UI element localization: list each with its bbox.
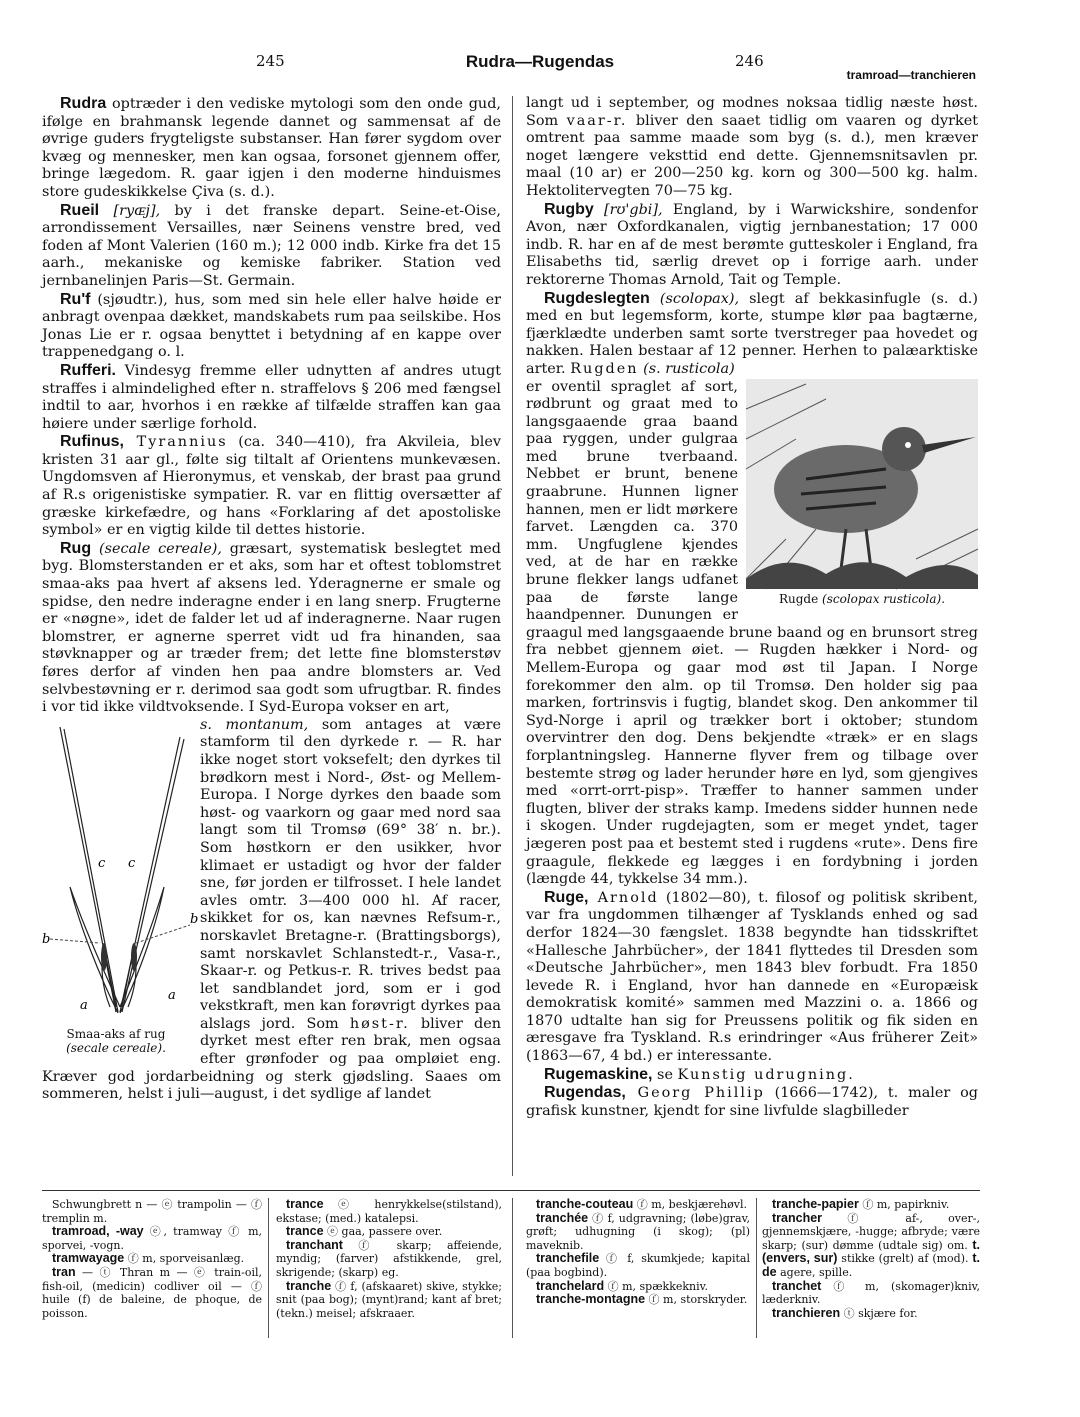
entry-text: Vindesyg fremme eller udnytten af andres utugt straffes i almindelighed efter n. straffelovs § 206 med fængsel indtil to aar, hvorhos i en række af tilfælde straffen kan gaa høiere under særlige forhold. xyxy=(42,362,501,432)
rye-spikelet-figure xyxy=(40,717,199,1055)
entry-rugdeslegten-cont: er oventil spraglet af sort, rødbrunt og graat med to langsgaaende graa baand paa ryggen, under gulgraa med brune tverbaand. Nebbet er brunt, benene graabrune. Hunnen ligner hannen, men er lidt mørkere farvet. Længden ca. 370 mm. Ungfuglene kjendes ved, at de har en række brune flekker langs udfanet paa de første lange haandpenner. Dunungen er graagul med langsgaaende brune baand og en brunsort streg fra nebbet gjennem øiet. — Rugden hækker i Nord- og Mellem-Europa og gaar mod øst til Japan. I Norge forekommer den alm. op til Tromsø. Den holder sig paa marken, fortrinsvis i fugtig, blandet skog. Den ankommer til Syd-Norge i april og trækker bort i oktober; stundom overvintrer den dog. Dens bekjendte «træk» er en slags forplantningsleg. Hannerne flyver frem og tilbage over bestemte strøg og lader herunder høre en lyd, som gjengives med «orrt-orrt-pisp». Træffer to hanner sammen under flugten, bliver der straks kamp. Imedens sidder hunnen nede i skogen. Under rugdejagten, som er meget yndet, tager jægeren post paa et bestemt sted i rugdens «rute». Dens fire graagule, flekkede eg lægges i en fordybning i jorden (længde 44, tykkelse 34 mm.). xyxy=(526,378,978,888)
guide-words: tramroad—tranchieren xyxy=(846,68,976,82)
awn-line xyxy=(122,739,184,1012)
woodcock-figure xyxy=(746,379,978,606)
dict-entry: tranche-montagne ⓕ m, storskryder. xyxy=(536,1292,748,1307)
entry-rufinus xyxy=(42,433,501,540)
label-leader xyxy=(50,939,100,943)
woodcock-illustration xyxy=(746,379,978,589)
entry-rueil xyxy=(42,202,501,291)
headword: Rugby xyxy=(544,200,594,218)
dict-entry: trance ⓔ henrykkelse(stilstand), ekstase; (med.) katalepsi. xyxy=(276,1197,502,1225)
bird-head xyxy=(882,427,926,471)
label-leader xyxy=(136,925,190,943)
dict-entry: tramroad, -way ⓔ, tramway ⓕ m, sporvei, -vogn. xyxy=(42,1224,262,1252)
entry-rugdeslegten: Rugdeslegten (scolopax), slegt af bekkasinfugle (s. d.) med en but legemsform, korte, stumpe klør paa bagtærne, fjærklædte underben samt sorte tverstreger paa hovedet og nakken. Halen bestaar af 12 penner. Herhen to palæarktiske arter. Rugden (s. rusticola) xyxy=(526,289,978,377)
spaced-term: vaar-r. xyxy=(566,112,628,129)
dict-entry: tranche-papier ⓕ m, papirkniv. xyxy=(772,1197,950,1211)
entry-text: (sjøudtr.), hus, som med sin hele eller halve høide er anbragt ovenpaa dækket, mandskabets rum paa seilskibe. Hos Jonas Lie er r. ogsaa benyttet i betydning af en kappe over trappenedgang o. l. xyxy=(42,291,501,361)
dict-entry: tranchelard ⓕ m, spækkekniv. xyxy=(536,1278,709,1293)
entry-text: by i det franske depart. Seine-et-Oise, arrondissement Versailles, nær Seinens venstre bred, ved foden af Mont Valerien (160 m.); 12 000 indb. Kirke fra det 15 aarh., mekaniske og kemiske fabriker. Station ved jernbanelinjen Paris—St. Germain. xyxy=(42,202,501,289)
label-a: a xyxy=(80,997,88,1013)
rye-spikelet-illustration xyxy=(40,717,199,1027)
spaced-name: Arnold xyxy=(588,889,659,906)
pronunciation: [rʊ'gbi], xyxy=(593,201,663,218)
headword: Rugdeslegten xyxy=(544,289,650,307)
dict-entry: Schwungbrett n — ⓔ trampolin — ⓕ tremplin m. xyxy=(42,1198,262,1225)
dict-entry: tramwayage ⓕ m, sporveisanlæg. xyxy=(52,1251,245,1266)
dict-entry: trance ⓔ gaa, passere over. xyxy=(286,1224,443,1239)
entry-rug xyxy=(42,540,501,717)
entry-text: (ca. 340—410), fra Akvileia, blev kristen 31 aar gl., følte sig tiltalt af Orientens munkevæsen. Ungdomsven af Hieronymus, et venskab, der brast paa grund af R.s origenistiske sympatier. R. var en flittig oversætter af græske kirkefædre, og hans «Forklaring af det apostoliske symbol» er en vigtig kilde til dettes historie. xyxy=(42,434,501,539)
page-number-right: 246 xyxy=(735,52,764,70)
dictionary-column-1 xyxy=(42,1198,262,1320)
headword: Ru'f xyxy=(60,290,91,308)
headword: Rugemaskine, xyxy=(544,1065,653,1083)
awn-line xyxy=(60,727,116,1012)
ground-grass xyxy=(746,562,978,589)
column-divider xyxy=(512,96,513,1176)
entry-text: græsart, systematisk beslegtet med byg. Blomsterstanden er et aks, som har et oftest toblomstret smaa-aks paa hvert af aksens led. Yderagnerne er smale og spidse, den nedre inderagne ender i en lang snerp. Frugterne er «nøgne», idet de falder let ud af inderagnerne. Naar rugen blomstrer, er agnerne sperret vidt ud fra hinanden, saa støvknapper og ar træder frem; det lette fine blomsterstøv føres derfor af vinden hen paa andre blomsters ar. Ved selvbestøvning er r. derimod saa godt som ufrugtbar. R. findes i vor tid ikke vildtvoksende. I Syd-Europa vokser en art, xyxy=(42,540,501,716)
running-title: Rudra—Rugendas xyxy=(465,52,615,71)
label-c: c xyxy=(98,855,106,871)
entry-ruf xyxy=(42,291,501,362)
page-number-left: 245 xyxy=(256,52,285,70)
entry-rugby: Rugby [rʊ'gbi], England, by i Warwickshire, sondenfor Avon, nær Oxfordkanalen, vigtig jernbanestation; 17 000 indb. R. har en af de mest berømte gutteskoler i England, fra Elisabeths tid, særlig drevet op i forrige aarh. under rektorerne Thomas Arnold, Tait og Temple. xyxy=(526,200,978,288)
dictionary-column-4 xyxy=(762,1198,980,1320)
dictionary-divider xyxy=(42,1190,980,1191)
latin-name: (scolopax), xyxy=(649,290,740,307)
dict-divider xyxy=(756,1198,757,1338)
bird-eye xyxy=(905,442,911,448)
dict-entry: tranche ⓕ f, (afskaaret) skive, stykke; snit (paa bog); (mynt)rand; kant af bret; (tekn.) meisel; afskraaer. xyxy=(276,1278,502,1320)
headword: Rueil xyxy=(60,201,100,219)
dict-entry: tranchant ⓕ skarp; affeiende, myndig; (farver) afstikkende, grel, skrigende; (skarp) eg. xyxy=(276,1237,502,1279)
pronunciation: [ryɶj], xyxy=(99,202,161,219)
entry-text: optræder i den vediske mytologi som den onde gud, ifølge en brahmansk legende dannet og sammensat af de øvrige guders frygteligste substanser. Han fører sygdom over kvæg og mennesker, men kan ogsaa, forsonet gjennem offer, bringe lægedom. R. gaar igjen i den moderne hinduismes store gudeskikkelse Çiva (s. d.). xyxy=(42,96,501,200)
entry-rugemaskine: Rugemaskine, se Kunstig udrugning. xyxy=(544,1065,855,1083)
entry-rug-continued: langt ud i september, og modnes noksaa tidlig næste høst. Som vaar-r. bliver den saaet tidlig om vaaren og dyrket omtrent paa samme maade som byg (s. d.), men kræver noget længere veksttid end dette. Gjennemsnitsavlen pr. maal (10 ar) er 200—250 kg. korn og 300—500 kg. halm. Hektolitervegten 70—75 kg. xyxy=(526,95,978,199)
dictionary-column-3 xyxy=(526,1198,750,1307)
label-c: c xyxy=(128,855,136,871)
spaced-term: høst-r. xyxy=(349,1015,410,1032)
right-column xyxy=(526,95,978,1120)
entry-rugendas: Rugendas, Georg Phillip (1666—1742), t. maler og grafisk kunstner, kjendt for sine livfulde slagbilleder xyxy=(526,1084,978,1119)
dict-entry: tran — ⓣ Thran m — ⓔ train-oil, fish-oil, (medicin) codliver oil — ⓕ huile (f) de baleine, de phoque, de poisson. xyxy=(42,1264,262,1320)
latin-name: (secale cereale), xyxy=(91,540,222,557)
headword: Rufinus, xyxy=(60,433,124,451)
headword: Rufferi. xyxy=(60,361,116,379)
latin-name: s. montanum, xyxy=(200,716,309,733)
dict-entry: tranchée ⓕ f, udgravning; (løbe)grav, grøft; udhugning (i skog); (pl) maveknib. xyxy=(526,1210,750,1252)
dict-entry: tranchieren ⓣ skjære for. xyxy=(772,1305,918,1320)
spaced-term: Rugden xyxy=(570,360,639,377)
entry-ruge: Ruge, Arnold (1802—80), t. filosof og politisk skribent, var fra ungdommen tilhænger af Tysklands enhed og sad derfor 1824—30 fængslet. 1838 begyndte han tidsskriftet «Hallesche Jahrbücher», der 1841 flyttedes til Dresden som «Deutsche Jahrbücher», men 1843 blev forbudt. Fra 1850 levede R. i England, hvor han dannede en «Europæisk demokratisk komité» sammen med Mazzini o. a. 1866 og 1870 udtalte han sig for Preussens politik og fik siden en æresgave fra Tyskland. R.s erindringer «Aus früherer Zeit» (1863—67, 4 bd.) er interessante. xyxy=(526,888,979,1065)
headword: Rudra xyxy=(60,95,107,112)
headword: Rug xyxy=(60,539,92,557)
dict-divider xyxy=(512,1198,513,1338)
anther-shape xyxy=(131,943,137,971)
figure-caption: Rugde (scolopax rusticola). xyxy=(778,591,946,606)
anther-shape xyxy=(101,943,107,971)
entry-rudra xyxy=(42,95,501,202)
entry-text-cont: s. montanum, som antages at være stamform til den dyrkede r. — R. har ikke noget stort voksefelt; den dyrkes til brødkorn mest i Nord-, Øst- og Mellem-Europa. I Norge dyrkes den baade som høst- og vaarkorn og gaar med nord saa langt som til Tromsø (69° 38′ n. br.). Som høstkorn er den usikker, hvor klimaet er ustadigt og hvor der falder sne, før jorden er tilfrosset. I hele landet avles omtr. 3—400 000 hl. Af racer, skikket for os, kan nævnes Refsum-r., norskavlet Bretagne-r. (Brattingsborgs), samt norskavlet Schlanstedt-r., Vasa-r., Skaar-r. og Petkus-r. R. trives bedst paa let sandblandet jord, som er i god vekstkraft, men kan forøvrigt dyrkes paa alslags jord. Som høst-r. bliver den dyrket mest efter ren brak, men ogsaa efter grønfoder og paa ompløiet eng. Kræver god jordarbeidning og sterk gjødsling. Saaes om sommeren, helst i juli—august, i det sydlige af landet xyxy=(42,716,502,1103)
headword: Ruge, xyxy=(544,888,589,906)
dict-entry: trancher ⓕ af-, over-, gjennemskjære, -hugge; afbryde; være skarp; (sur) dømme (udtale sig) om. t. (envers, sur) stikke (grelt) af (mod). t. de agere, spille. xyxy=(762,1210,981,1279)
spaced-name: Tyrannius xyxy=(124,434,228,451)
spaced-name: Georg Phillip xyxy=(625,1085,765,1102)
dictionary-column-2 xyxy=(276,1198,502,1320)
label-b: b xyxy=(190,911,199,927)
headword: Rugendas, xyxy=(544,1084,626,1102)
dict-entry: tranchefile ⓕ f, skumkjede; kapital (paa bogbind). xyxy=(526,1251,750,1279)
dict-divider xyxy=(268,1198,269,1338)
label-a: a xyxy=(168,987,176,1003)
dict-entry: tranchet ⓕ m, (skomager)kniv, læderkniv. xyxy=(762,1278,980,1307)
figure-caption: Smaa-aks af rug (secale cereale). xyxy=(66,1026,166,1055)
dict-entry: tranche-couteau ⓕ m, beskjærehøvl. xyxy=(536,1197,747,1211)
entry-rufferi xyxy=(42,362,501,433)
cross-reference[interactable]: Kunstig udrugning. xyxy=(677,1066,855,1083)
label-b: b xyxy=(42,931,51,947)
left-column xyxy=(42,95,501,1104)
latin-name: (s. rusticola) xyxy=(638,360,735,377)
awn-line xyxy=(64,729,118,1012)
